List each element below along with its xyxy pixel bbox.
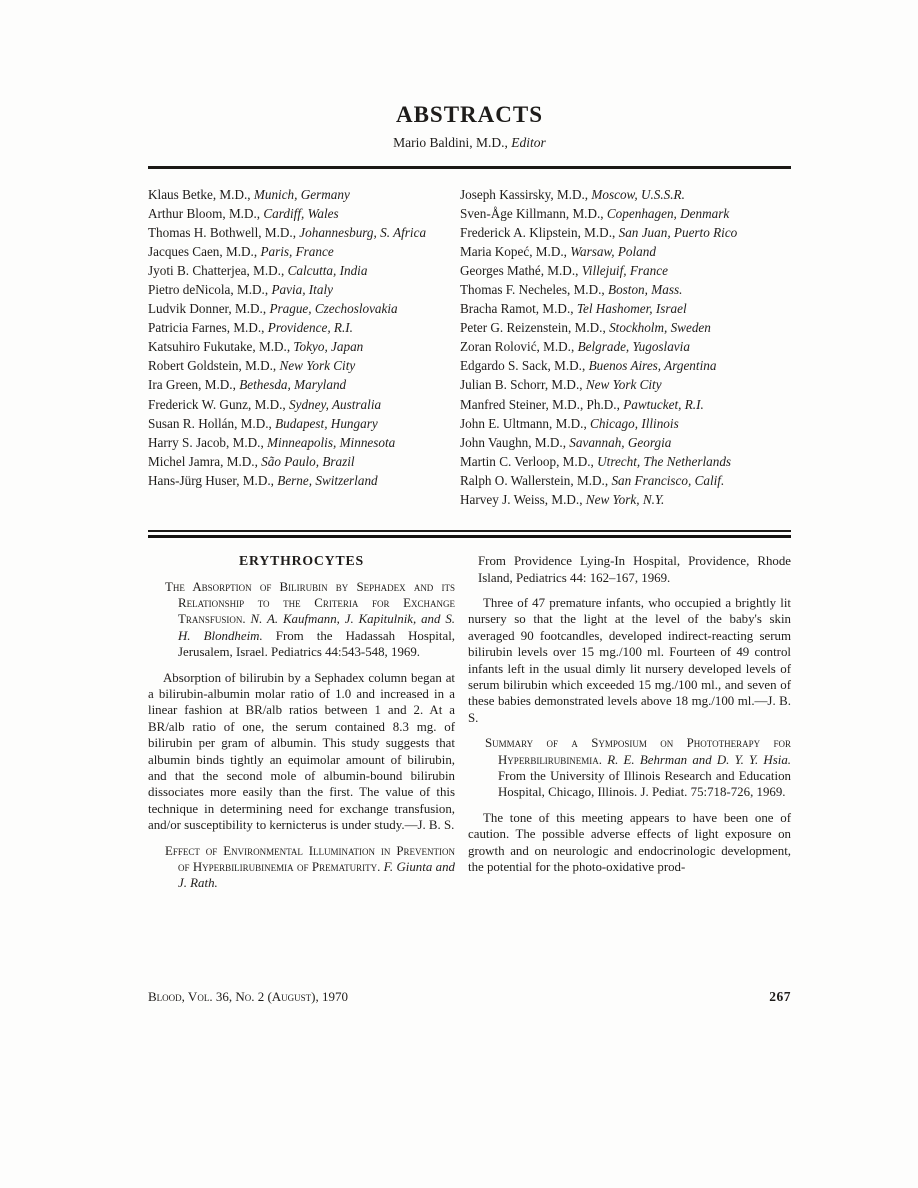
editor-entry [148,375,444,394]
editor-location: Pavia, Italy [271,281,333,297]
editor-location: Stockholm, Sweden [609,320,711,336]
editor-location: San Francisco, Calif. [611,472,725,488]
editor-name: Julian B. Schorr, M.D., [460,377,586,393]
editor-location: Utrecht, The Netherlands [597,453,732,469]
editor-name: Bracha Ramot, M.D., [460,301,577,317]
editor-name: Michel Jamra, M.D., [148,453,262,469]
section-heading-erythrocytes: ERYTHROCYTES [239,553,364,569]
editor-name: Jyoti B. Chatterjea, M.D., [148,262,288,278]
editor-entry [460,395,791,414]
editor-byline-role: Editor [511,135,546,150]
editor-name: Arthur Bloom, M.D., [148,205,264,221]
editor-entry [460,223,791,242]
editor-byline-name: Mario Baldini, M.D., [393,135,512,150]
editor-location: Budapest, Hungary [275,415,378,431]
editor-name: Katsuhiro Fukutake, M.D., [148,339,294,355]
abstracts-right-column [468,553,791,892]
editor-location: San Juan, Puerto Rico [618,224,738,240]
editor-entry [148,337,444,356]
editor-location: Buenos Aires, Argentina [588,358,717,374]
editor-name: Maria Kopeć, M.D., [460,243,571,259]
editor-location: Moscow, U.S.S.R. [591,186,685,202]
abstract2-authors: F. Giunta and J. Rath. [178,860,455,891]
editor-entry [460,261,791,280]
editor-name: Klaus Betke, M.D., [148,186,254,202]
editor-location: Pawtucket, R.I. [623,396,704,412]
editor-location: New York, N.Y. [585,492,665,507]
editor-entry [148,414,444,433]
page-content [148,0,791,892]
editorial-board-right-column [460,185,791,510]
editor-location: Providence, R.I. [267,320,353,336]
editor-location: Bethesda, Maryland [239,377,347,393]
editor-entry [148,433,444,452]
editor-name: Frederick A. Klipstein, M.D., [460,224,619,240]
editor-name: Manfred Steiner, M.D., Ph.D., [460,396,624,412]
abstract3-source: From the University of Illinois Research and Education Hospital, Chicago, Illinois. J. Pediat. 75:718-726, 1969. [498,768,791,800]
editor-name: Ralph O. Wallerstein, M.D., [460,472,612,488]
editor-entry [148,223,444,242]
page-number: 267 [769,989,791,1004]
editor-name: Thomas H. Bothwell, M.D., [148,224,300,240]
editor-location: Tel Hashomer, Israel [576,301,687,317]
editor-entry [148,356,444,375]
divider-thin-rule [148,530,791,532]
editor-location: Prague, Czechoslovakia [269,301,398,317]
editor-entry [460,280,791,299]
editor-location: Johannesburg, S. Africa [299,224,427,240]
editor-entry [148,261,444,280]
editor-name: Patricia Farnes, M.D., [148,320,268,336]
abstract2-title: Effect of Environmental Illumination in Prevention of Hyperbilirubinemia of Prematurity. [165,843,455,874]
editor-entry [460,204,791,223]
editor-name: John Vaughn, M.D., [460,434,570,450]
editor-entry [460,242,791,261]
abstract2-body: Three of 47 premature infants, who occupied a brightly lit nursery so that the light at the level of the baby's skin averaged 90 footcandles, developed indirect-reacting serum bilirubin levels over 15 mg./100 ml. Fourteen of 49 control infants left in the usual dimly lit nursery developed levels of serum bilirubin which exceeded 15 mg./100 ml., and seven of these babies demonstrated levels above 18 mg./100 ml.—J. B. S. [468,595,791,725]
editor-name: Pietro deNicola, M.D., [148,281,272,297]
abstracts-section [148,553,791,892]
editor-entry [460,433,791,452]
abstracts-left-column [148,553,455,892]
editor-entry [460,356,791,375]
section-divider [148,530,791,538]
editor-entry [148,185,444,204]
editor-entry [148,395,444,414]
editor-entry [460,414,791,433]
editor-entry [460,375,791,394]
editor-location: Warsaw, Poland [570,243,656,259]
editor-name: Frederick W. Gunz, M.D., [148,396,290,412]
editor-name: Harvey J. Weiss, M.D., [460,492,586,507]
editor-location: Calcutta, India [287,262,368,278]
top-rule [148,166,791,169]
editor-entry [148,204,444,223]
editor-name: Sven-Åge Killmann, M.D., [460,205,607,221]
editor-name: Harry S. Jacob, M.D., [148,434,268,450]
editor-name: Ira Green, M.D., [148,377,240,393]
divider-thick-rule [148,535,791,538]
abstract1-title: The Absorption of Bilirubin by Sephadex and its Relationship to the Criteria for Exchange Transfusion. [165,579,455,627]
editor-entry [460,318,791,337]
abstract1-source: From the Hadassah Hospital, Jerusalem, Israel. Pediatrics 44:543-548, 1969. [178,628,455,660]
editor-location: New York City [279,358,356,374]
editor-entry [460,471,791,490]
editor-entry [460,452,791,471]
editor-location: Belgrade, Yugoslavia [577,339,690,355]
editor-name: Peter G. Reizenstein, M.D., [460,320,610,336]
editor-entry [148,471,444,490]
editor-entry [460,337,791,356]
editor-location: Minneapolis, Minnesota [267,434,396,450]
journal-volume-line: Blood, Vol. 36, No. 2 (August), 1970 [148,989,349,1004]
editor-entry [148,452,444,471]
page-footer [148,989,791,1005]
abstract2-citation-continuation: From Providence Lying-In Hospital, Providence, Rhode Island, Pediatrics 44: 162–167, 1969. [478,554,791,585]
editor-location: Paris, France [260,243,334,259]
page-title: ABSTRACTS [395,102,544,127]
editor-name: Robert Goldstein, M.D., [148,358,280,374]
abstract1-citation [148,579,455,661]
editor-location: Copenhagen, Denmark [606,205,730,221]
editor-name: John E. Ultmann, M.D., [460,415,591,431]
editor-byline [148,135,791,151]
editor-name: Ludvik Donner, M.D., [148,301,270,317]
editor-name: Jacques Caen, M.D., [148,243,261,259]
editor-entry [460,185,791,204]
editor-location: Sydney, Australia [289,396,382,412]
editor-entry [148,299,444,318]
editor-location: New York City [585,377,662,393]
editor-entry [460,299,791,318]
editor-location: Tokyo, Japan [293,339,364,355]
editor-location: Boston, Mass. [608,281,683,297]
editor-location: Cardiff, Wales [263,205,339,221]
editor-entry [460,490,791,509]
editor-name: Susan R. Hollán, M.D., [148,415,276,431]
editor-name: Hans-Jürg Huser, M.D., [148,472,278,488]
abstract3-title: Summary of a Symposium on Phototherapy for Hyperbilirubinemia. [485,736,791,767]
abstract2-citation [148,843,455,892]
editor-location: São Paulo, Brazil [261,453,355,469]
editor-entry [148,318,444,337]
editor-location: Villejuif, France [581,262,668,278]
editorial-board-left-column [148,185,444,510]
abstract3-citation [468,735,791,801]
editor-location: Munich, Germany [253,186,350,202]
editor-location: Berne, Switzerland [277,472,378,488]
abstract3-authors: R. E. Behrman and D. Y. Y. Hsia. [607,752,791,767]
editor-name: Thomas F. Necheles, M.D., [460,281,609,297]
editorial-board [148,185,791,510]
abstract1-authors: N. A. Kaufmann, J. Kapitulnik, and S. H. Blondheim. [178,612,455,643]
editor-location: Chicago, Illinois [590,415,679,431]
abstract1-body: Absorption of bilirubin by a Sephadex column began at a bilirubin-albumin molar ratio of 1.0 and increased in a linear fashion at BR/alb ratios between 1 and 2. At a BR/alb ratio of one, the serum contained 8.3 mg. of bilirubin per gram of albumin. This study suggests that albumin binds tightly an equimolar amount of bilirubin, and that the second mole of albumin-bound bilirubin dissociates more easily than the first. The value of this technique in determining need for exchange transfusion, and/or susceptibility to kernicterus is under study.—J. B. S. [148,670,455,833]
editor-name: Zoran Rolović, M.D., [460,339,578,355]
editor-location: Savannah, Georgia [569,434,672,450]
editor-name: Georges Mathé, M.D., [460,262,582,278]
abstract3-body: The tone of this meeting appears to have been one of caution. The possible adverse effects of light exposure on growth and on neurologic and endocrinologic development, the potential for the photo-oxidative prod- [468,810,791,874]
editor-entry [148,280,444,299]
editor-name: Edgardo S. Sack, M.D., [460,358,589,374]
editor-name: Martin C. Verloop, M.D., [460,453,598,469]
editor-entry [148,242,444,261]
editor-name: Joseph Kassirsky, M.D., [460,186,592,202]
